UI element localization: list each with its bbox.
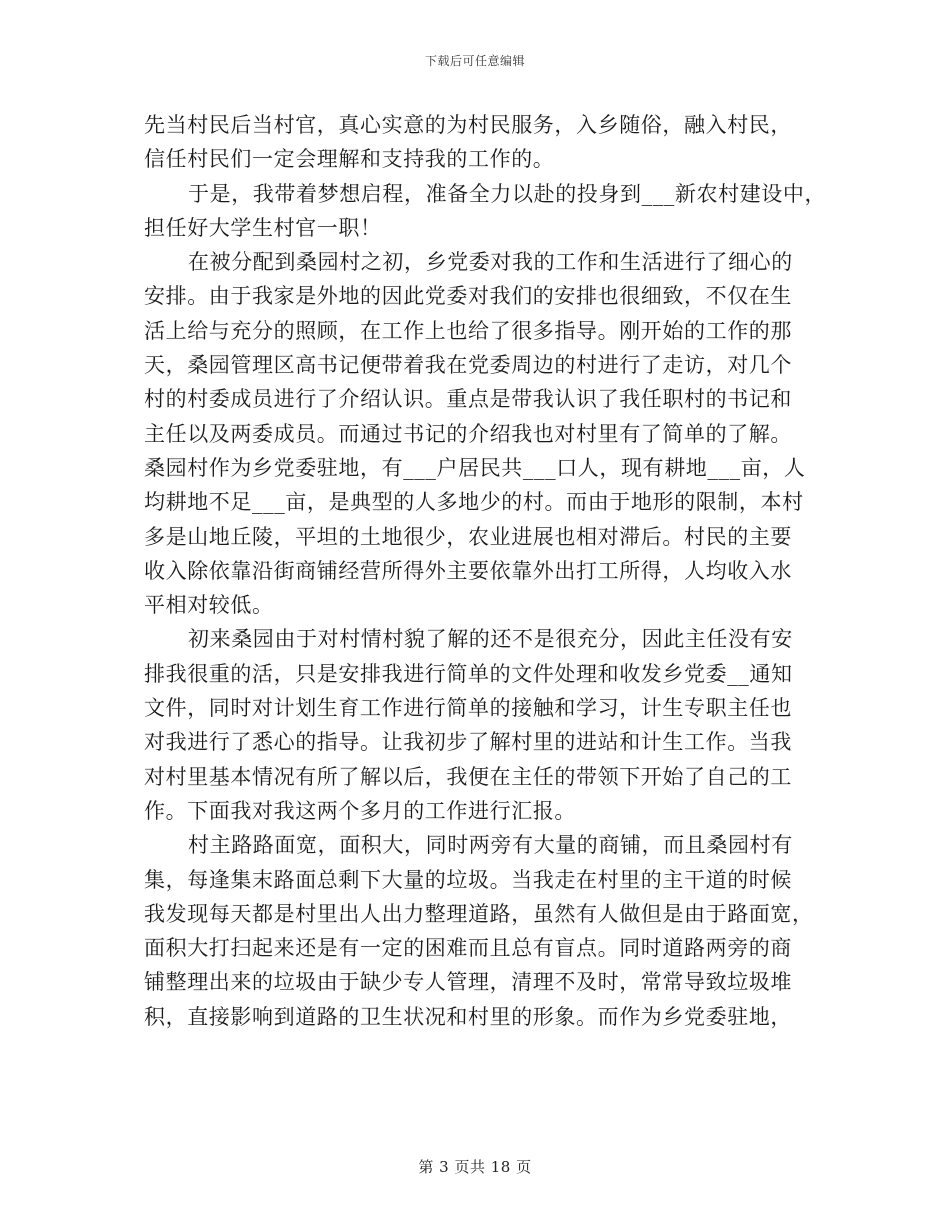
text-line: 信任村民们一定会理解和支持我的工作的。 — [144, 147, 555, 172]
text-line: 在被分配到桑园村之初，乡党委对我的工作和生活进行了细心的 — [188, 250, 793, 275]
paragraph — [144, 108, 824, 177]
page-footer: 第 3 页共 18 页 — [418, 1158, 532, 1176]
text-line: 先当村民后当村官，真心实意的为村民服务，入乡随俗，融入村民， — [144, 113, 792, 137]
text-line: 集，每逢集末路面总剩下大量的垃圾。当我走在村里的主干道的时候 — [144, 867, 792, 892]
text-line: 我发现每天都是村里出人出力整理道路，虽然有人做但是由于路面宽， — [144, 901, 814, 926]
text-line: 文件，同时对计划生育工作进行简单的接触和学习，计生专职主任也 — [144, 696, 792, 721]
text-line: 初来桑园由于对村情村貌了解的还不是很充分，因此主任没有安 — [188, 627, 793, 652]
paragraph — [144, 177, 827, 246]
document-body — [144, 108, 827, 1034]
text-line: 收入除依靠沿街商铺经营所得外主要依靠外出打工所得，人均收入水 — [144, 558, 792, 583]
text-line: 平相对较低。 — [144, 593, 274, 618]
page-header: 下载后可任意编辑 — [424, 54, 525, 68]
text-line: 均耕地不足___亩，是典型的人多地少的村。而由于地形的限制，本村 — [144, 490, 804, 515]
text-line: 面积大打扫起来还是有一定的困难而且总有盲点。同时道路两旁的商 — [144, 936, 792, 961]
text-line: 担任好大学生村官一职！ — [144, 215, 382, 240]
text-line: 对我进行了悉心的指导。让我初步了解村里的进站和计生工作。当我 — [144, 730, 792, 755]
text-line: 多是山地丘陵，平坦的土地很少，农业进展也相对滞后。村民的主要 — [144, 524, 792, 549]
paragraph — [144, 828, 824, 1034]
text-line: 天，桑园管理区高书记便带着我在党委周边的村进行了走访，对几个 — [144, 353, 792, 378]
text-line: 作。下面我对我这两个多月的工作进行汇报。 — [144, 798, 576, 823]
text-line: 安排。由于我家是外地的因此党委对我们的安排也很细致，不仅在生 — [144, 284, 792, 309]
text-line: 对村里基本情况有所了解以后，我便在主任的带领下开始了自己的工 — [144, 764, 792, 789]
text-line: 活上给与充分的照顾，在工作上也给了很多指导。刚开始的工作的那 — [144, 318, 792, 343]
text-line: 铺整理出来的垃圾由于缺少专人管理，清理不及时，常常导致垃圾堆 — [144, 970, 792, 995]
text-line: 桑园村作为乡党委驻地，有___户居民共___口人，现有耕地___亩，人 — [144, 455, 806, 480]
text-line: 于是，我带着梦想启程，准备全力以赴的投身到___新农村建设中， — [188, 181, 827, 206]
paragraph — [144, 622, 824, 828]
text-line: 主任以及两委成员。而通过书记的介绍我也对村里有了简单的了解。 — [144, 421, 792, 446]
text-line: 排我很重的活，只是安排我进行简单的文件处理和收发乡党委__通知 — [144, 661, 793, 686]
text-line: 积，直接影响到道路的卫生状况和村里的形象。而作为乡党委驻地， — [144, 1004, 792, 1029]
text-line: 村主路路面宽，面积大，同时两旁有大量的商铺，而且桑园村有 — [188, 833, 793, 858]
text-line: 村的村委成员进行了介绍认识。重点是带我认识了我任职村的书记和 — [144, 387, 792, 412]
paragraph — [144, 245, 824, 622]
